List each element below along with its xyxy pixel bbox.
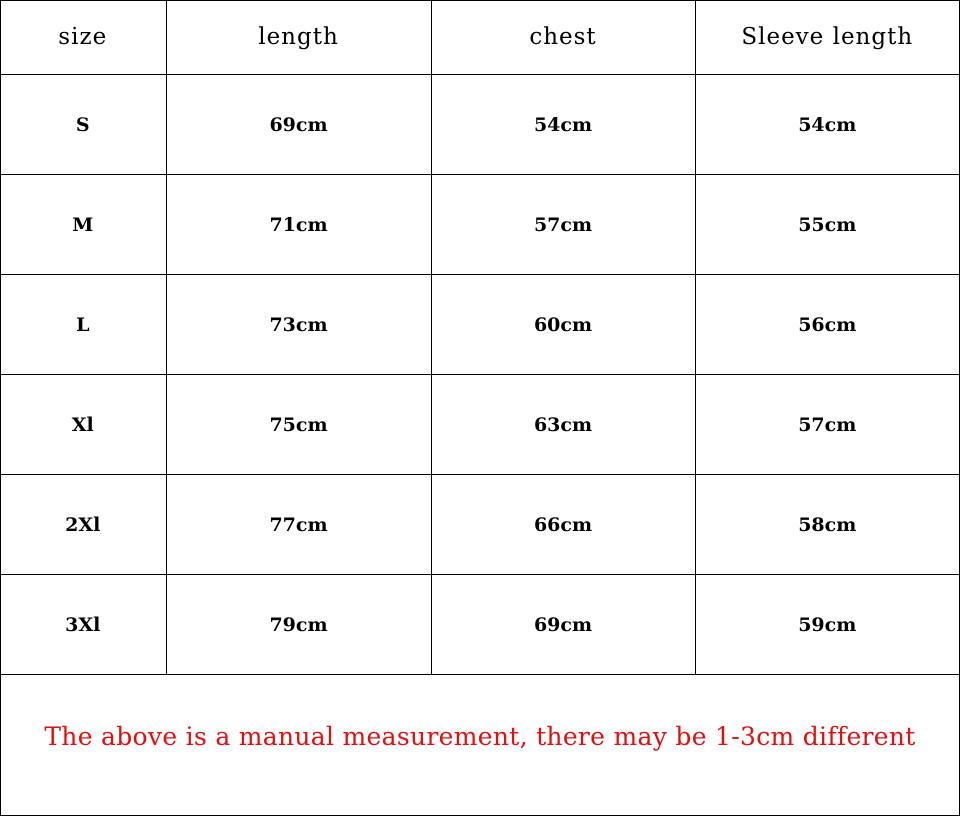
cell-chest: 66cm: [431, 475, 695, 575]
table-row: [0, 475, 959, 575]
cell-sleeve-length: 55cm: [695, 175, 959, 275]
cell-chest: 57cm: [431, 175, 695, 275]
cell-length: 77cm: [166, 475, 431, 575]
cell-sleeve-length: 58cm: [695, 475, 959, 575]
cell-sleeve-length: 57cm: [695, 375, 959, 475]
cell-chest: 60cm: [431, 275, 695, 375]
table-row: [0, 575, 959, 675]
cell-size: Xl: [0, 375, 166, 475]
cell-sleeve-length: 54cm: [695, 75, 959, 175]
header-size: size: [0, 0, 166, 75]
measurement-note: The above is a manual measurement, there may be 1-3cm different: [44, 722, 916, 751]
cell-size: 3Xl: [0, 575, 166, 675]
table-header-row: [0, 0, 959, 75]
cell-sleeve-length: 56cm: [695, 275, 959, 375]
header-chest: chest: [431, 0, 695, 75]
table-row: [0, 375, 959, 475]
cell-length: 73cm: [166, 275, 431, 375]
cell-sleeve-length: 59cm: [695, 575, 959, 675]
table-row: [0, 175, 959, 275]
table-row: [0, 275, 959, 375]
cell-chest: 69cm: [431, 575, 695, 675]
cell-length: 79cm: [166, 575, 431, 675]
cell-chest: 63cm: [431, 375, 695, 475]
table-row: [0, 75, 959, 175]
cell-chest: 54cm: [431, 75, 695, 175]
cell-size: S: [0, 75, 166, 175]
header-length: length: [166, 0, 431, 75]
cell-length: 69cm: [166, 75, 431, 175]
cell-length: 71cm: [166, 175, 431, 275]
cell-size: M: [0, 175, 166, 275]
header-sleeve-length: Sleeve length: [695, 0, 959, 75]
cell-length: 75cm: [166, 375, 431, 475]
cell-size: L: [0, 275, 166, 375]
cell-size: 2Xl: [0, 475, 166, 575]
